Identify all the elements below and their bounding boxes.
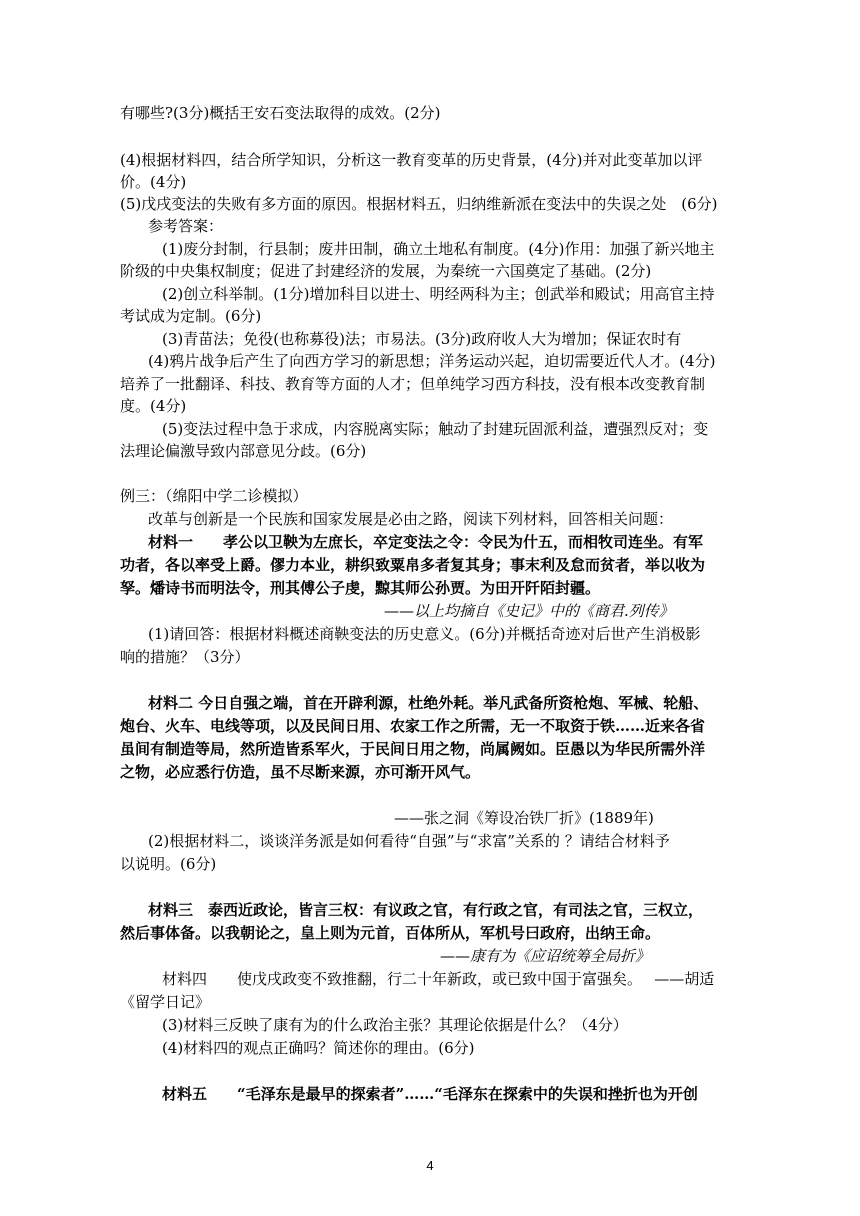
text-line: 《留学日记》 [120, 993, 211, 1011]
text-line: 功者，各以率受上爵。僇力本业，耕织致粟帛多者复其身；事末利及怠而贫者，举以收为 [120, 556, 706, 574]
text-line: 培养了一批翻译、科技、教育等方面的人才；但单纯学习西方科技，没有根本改变教育制 [120, 375, 706, 393]
example-heading: 例三：（绵阳中学二诊模拟） [120, 487, 308, 505]
question-1: (1)请回答：根据材料概述商鞅变法的历史意义。(6分)并概括奇迹对后世产生消极影 [148, 625, 701, 643]
text-line: 法理论偏激导致内部意见分歧。(6分) [120, 442, 367, 460]
text-line: 有哪些?(3分)概括王安石变法取得的成效。(2分) [120, 104, 441, 122]
intro-text: 改革与创新是一个民族和国家发展是必由之路，阅读下列材料，回答相关问题： [148, 510, 674, 528]
source-citation: ——康有为《应诏统筹全局折》 [440, 947, 651, 965]
material-3: 材料三 泰西近政论，皆言三权：有议政之官，有行政之官，有司法之官，三权立， [148, 901, 704, 919]
question-2: (2)根据材料二，谈谈洋务派是如何看待“自强”与“求富”关系的 ？请结合材料予 [148, 832, 670, 850]
source-citation: ——以上均摘自《史记》中的《商君.列传》 [384, 602, 674, 620]
text-line: 度。(4分) [120, 397, 187, 415]
answer-4: (4)鸦片战争后产生了向西方学习的新思想；洋务运动兴起，迫切需要近代人才。(4分) [148, 352, 716, 370]
material-2: 材料二 今日自强之端，首在开辟利源，杜绝外耗。举凡武备所资枪炮、军械、轮船、 [148, 694, 709, 712]
text-line: 然后事体备。以我朝论之，皇上则为元首，百体所从，军机号曰政府，出纳王命。 [120, 924, 661, 942]
text-line: 孥。燔诗书而明法令，刑其傅公子虔，黥其师公孙贾。为田开阡陌封疆。 [120, 579, 601, 597]
text-line: 之物，必应悉行仿造，虽不尽断来源，亦可渐开风气。 [120, 763, 481, 781]
source-citation: ——张之洞《筹设冶铁厂折》(1889年) [394, 809, 654, 827]
text-line: 炮台、火车、电线等项，以及民间日用、农家工作之所需，无一不取资于铁……近来各省 [120, 717, 706, 735]
page-number: 4 [426, 1158, 434, 1173]
question-3: (3)材料三反映了康有为的什么政治主张？其理论依据是什么？（4分） [162, 1016, 628, 1034]
question-4: (4)根据材料四，结合所学知识，分析这一教育变革的历史背景，(4分)并对此变革加以评 [120, 151, 703, 169]
answer-heading: 参考答案： [148, 217, 224, 235]
answer-5: (5)变法过程中急于求成，内容脱离实际；触动了封建玩固派利益，遭强烈反对；变 [162, 420, 709, 438]
answer-3: (3)青苗法；免役(也称募役)法；市易法。(3分)政府收人大为增加；保证农时有 [162, 330, 682, 348]
material-5: 材料五 “毛泽东是最早的探索者”……“毛泽东在探索中的失误和挫折也为开创 [162, 1085, 698, 1103]
answer-2: (2)创立科举制。(1分)增加科目以进士、明经两科为主；创武举和殿试；用高官主持 [162, 285, 715, 303]
material-1: 材料一 孝公以卫鞅为左庶长，卒定变法之令：令民为什五，而相牧司连坐。有军 [148, 533, 704, 551]
text-line: 阶级的中央集权制度；促进了封建经济的发展，为秦统一六国奠定了基础。(2分) [120, 262, 652, 280]
text-line: 响的措施？（3分） [120, 648, 250, 666]
text-line: 考试成为定制。(6分) [120, 307, 262, 325]
text-line: 价。(4分) [120, 173, 187, 191]
text-line: 以说明。(6分) [120, 855, 217, 873]
text-line: 虽间有制造等局，然所造皆系军火，于民间日用之物，尚属阙如。臣愚以为华民所需外洋 [120, 740, 706, 758]
question-4b: (4)材料四的观点正确吗？简述你的理由。(6分) [162, 1039, 475, 1057]
answer-1: (1)废分封制，行县制；废井田制，确立土地私有制度。(4分)作用：加强了新兴地主 [162, 240, 715, 258]
question-5: (5)戊戌变法的失败有多方面的原因。根据材料五，归纳维新派在变法中的失误之处 (6分) [120, 195, 718, 213]
material-4: 材料四 使戊戌政变不致推翻，行二十年新政，或已致中国于富强矣。 ——胡适 [162, 970, 715, 988]
